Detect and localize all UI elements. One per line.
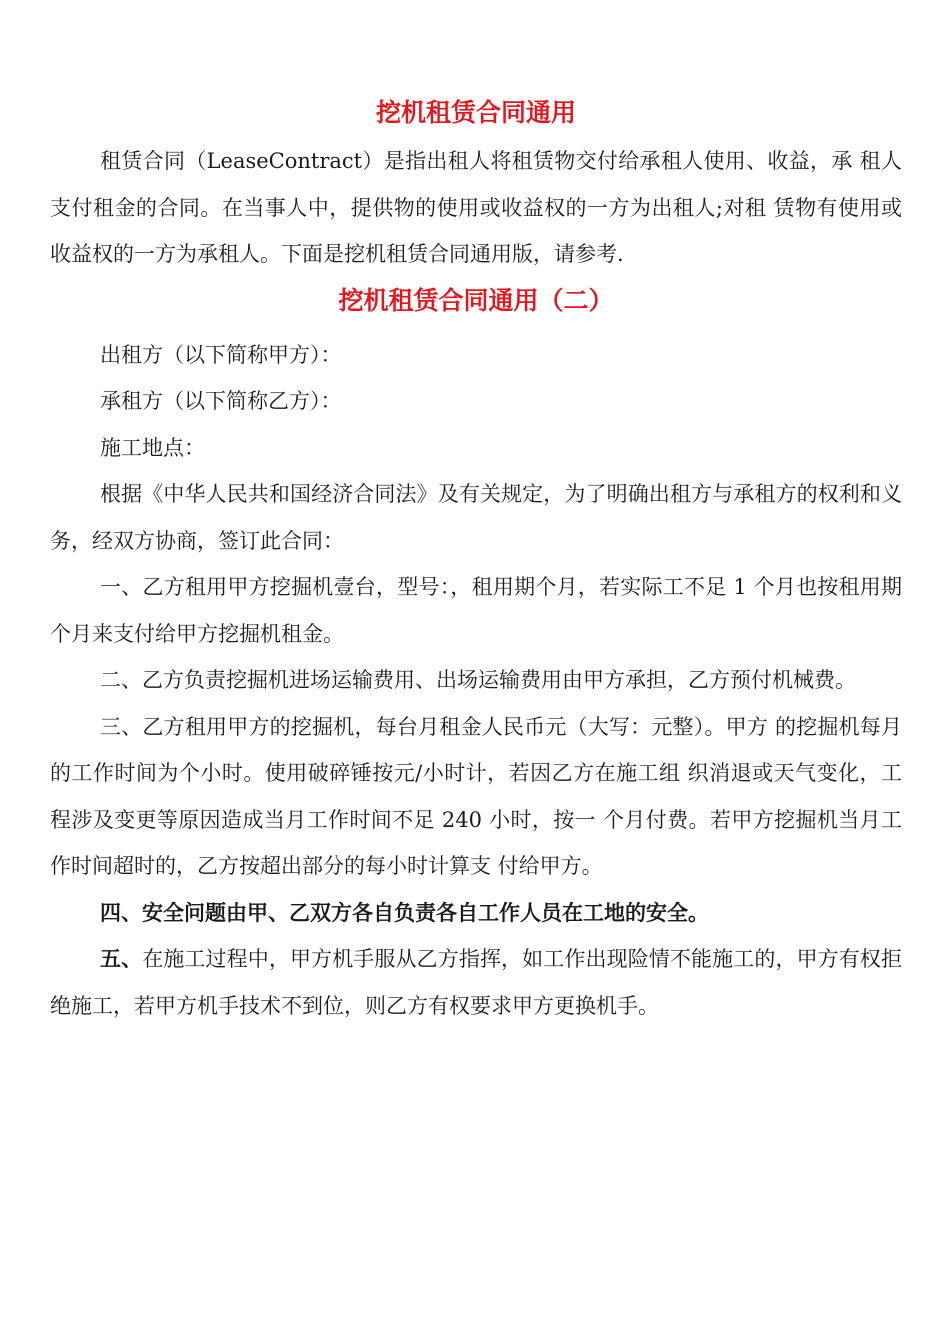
- intro-paragraph: 租赁合同（LeaseContract）是指出租人将租赁物交付给承租人使用、收益，承 租人支付租金的合同。在当事人中，提供物的使用或收益权的一方为出租人;对租 赁物有使用或收益权的一方为承租人。下面是挖机租赁合同通用版，请参考.: [50, 149, 902, 266]
- lessee-line: 承租方（以下简称乙方）：: [100, 389, 342, 413]
- clause-5-text: 在施工过程中，甲方机手服从乙方指挥，如工作出现险情不能施工的，甲方有权拒绝施工，若甲方机手技术不到位，则乙方有权要求甲方更换机手。: [50, 947, 902, 1018]
- document-subtitle: 挖机租赁合同通用（二）: [338, 285, 614, 315]
- clause-5: [50, 936, 902, 1029]
- clause-5-lead: 五、: [100, 947, 143, 971]
- document-title: 挖机租赁合同通用: [375, 98, 576, 127]
- clause-2: 二、乙方负责挖掘机进场运输费用、出场运输费用由甲方承担，乙方预付机械费。: [100, 668, 856, 692]
- document-page: [50, 0, 902, 1029]
- clause-3: 三、乙方租用甲方的挖掘机，每台月租金人民币元（大写：元整）。甲方 的挖掘机每月的工作时间为个小时。使用破碎锤按元/小时计，若因乙方在施工组 织消退或天气变化，工程涉及变更等原因造成当月工作时间不足 240 小时，按一 个月付费。若甲方挖掘机当月工作时间超时的，乙方按超出部分的每小时计算支 付给甲方。: [50, 714, 902, 878]
- clause-4: 四、安全问题由甲、乙双方各自负责各自工作人员在工地的安全。: [100, 900, 709, 925]
- location-line: 施工地点：: [100, 435, 205, 460]
- lessor-line: 出租方（以下简称甲方）：: [100, 342, 342, 367]
- preamble-paragraph: 根据《中华人民共和国经济合同法》及有关规定，为了明确出租方与承租方的权利和义务，经双方协商，签订此合同：: [50, 482, 902, 553]
- clause-1: 一、乙方租用甲方挖掘机壹台，型号：，租用期个月，若实际工不足 1 个月也按租用期个月来支付给甲方挖掘机租金。: [50, 575, 902, 646]
